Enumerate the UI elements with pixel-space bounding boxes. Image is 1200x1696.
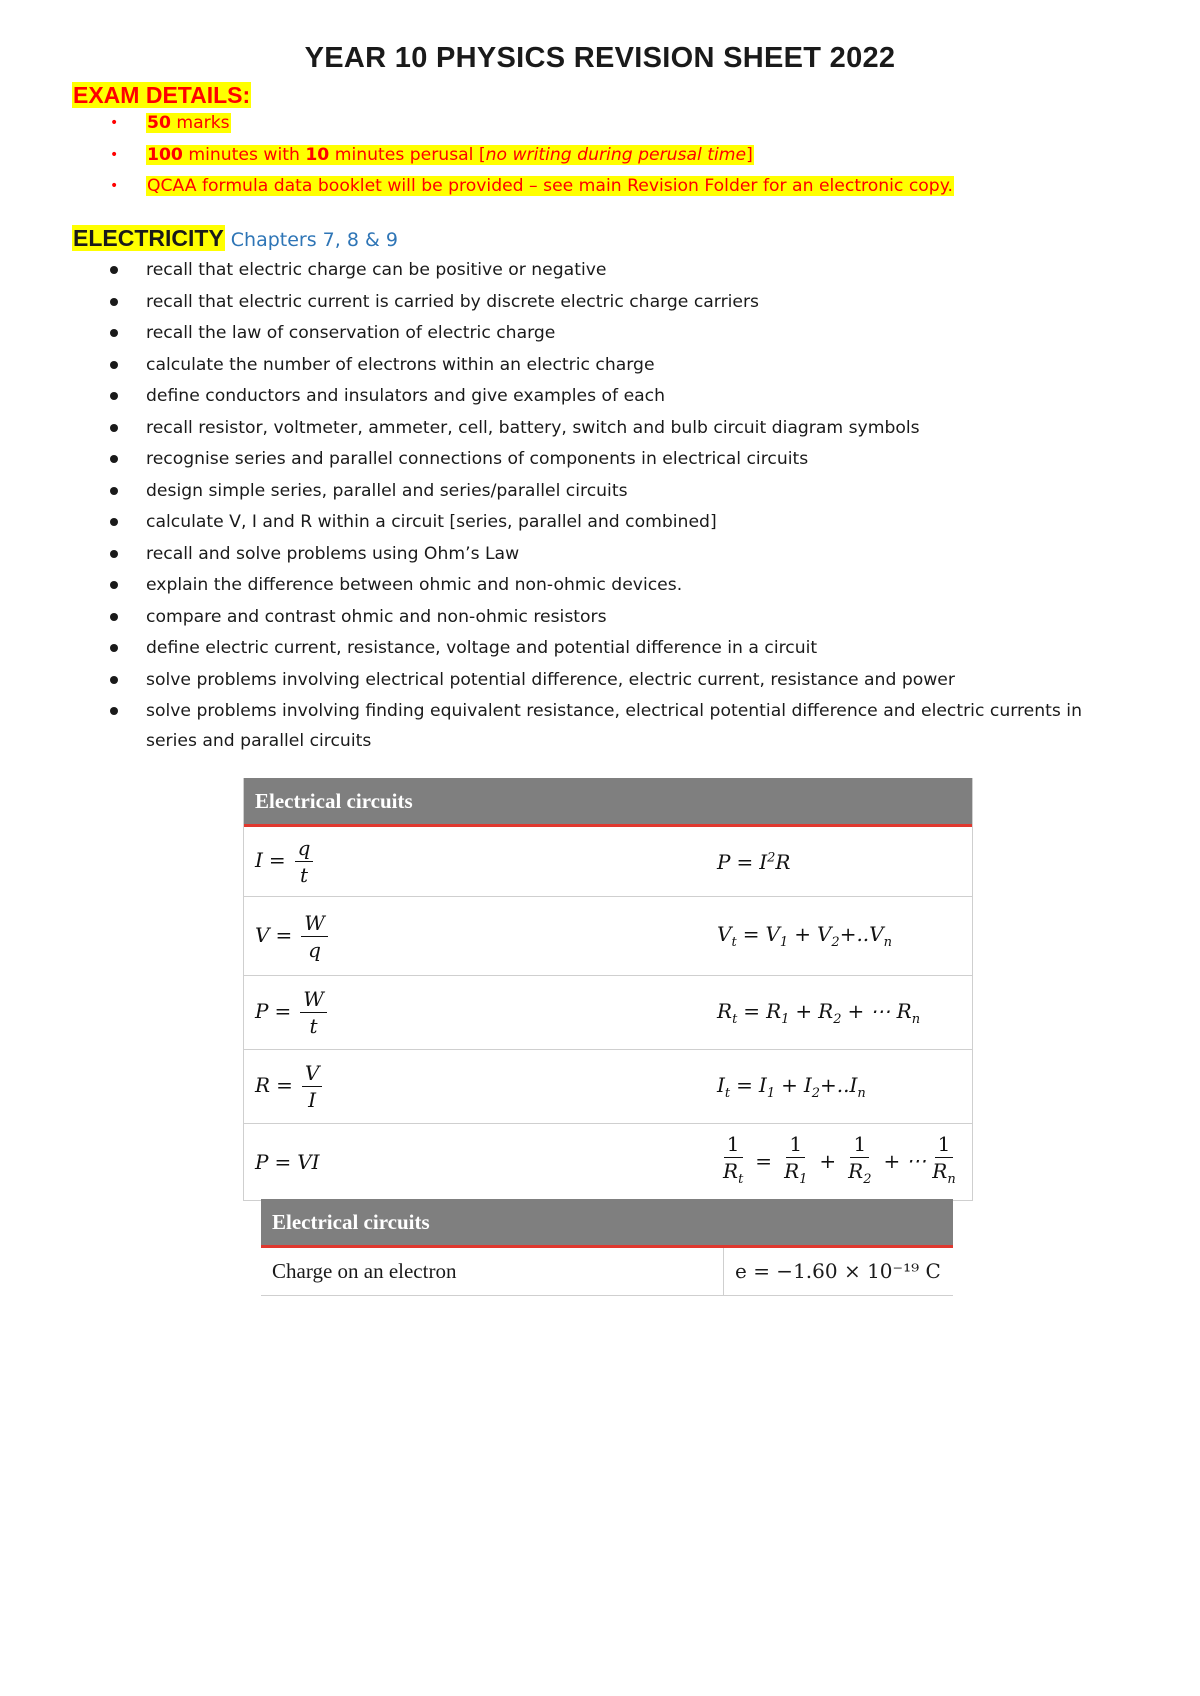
bullet-icon: •: [110, 178, 119, 194]
constant-table: [261, 1199, 953, 1296]
bullet-icon: [110, 676, 118, 684]
constant-table-header: Electrical circuits: [261, 1199, 953, 1248]
formula-power-wt: P = $\frac{W}{t}$: [255, 976, 330, 1049]
list-item-text: design simple series, parallel and series/parallel circuits: [146, 480, 628, 501]
page-title: YEAR 10 PHYSICS REVISION SHEET 2022: [304, 42, 896, 74]
list-item: [72, 539, 1152, 571]
table-row: [244, 827, 972, 897]
list-item: [72, 108, 1152, 140]
constant-label: Charge on an electron: [272, 1259, 457, 1283]
marks-count: 50: [147, 113, 171, 133]
exam-item-marks: [146, 113, 231, 133]
list-item-text: compare and contrast ohmic and non-ohmic resistors: [146, 606, 607, 627]
list-item: [72, 171, 1152, 203]
electricity-chapters: Chapters 7, 8 & 9: [230, 229, 398, 251]
bullet-icon: [110, 361, 118, 369]
list-item: [72, 696, 1152, 759]
list-item: [72, 570, 1152, 602]
list-item: [72, 444, 1152, 476]
bullet-icon: •: [110, 146, 119, 163]
table-row: [261, 1248, 953, 1296]
formula-parallel-resistance: $\frac{1}{R_t}$ = $\frac{1}{R_1}$ + $\frac{1}{R_2}$ + ⋯ $\frac{1}{R_n}$: [723, 1132, 956, 1187]
list-item-text-continued: series and parallel circuits: [146, 731, 372, 751]
list-item-text: define electric current, resistance, voltage and potential difference in a circuit: [146, 638, 818, 658]
column-divider: [723, 1248, 724, 1295]
exam-item-booklet: QCAA formula data booklet will be provided – see main Revision Folder for an electronic copy.: [147, 176, 953, 196]
marks-text: marks: [170, 113, 230, 133]
list-item-text: define conductors and insulators and give examples of each: [146, 386, 666, 406]
bullet-icon: [110, 424, 118, 432]
bullet-icon: •: [110, 115, 119, 131]
list-item-text: solve problems involving electrical potential difference, electric current, resistance and power: [146, 669, 955, 690]
bullet-icon: [110, 707, 118, 715]
table-row: [244, 976, 972, 1050]
bullet-icon: [110, 298, 118, 306]
bullet-icon: [110, 613, 118, 621]
formula-resistance: R = $\frac{V}{I}$: [255, 1050, 325, 1123]
list-item-text: recognise series and parallel connections of components in electrical circuits: [146, 449, 809, 469]
list-item: [72, 476, 1152, 508]
formula-voltage: V = $\frac{W}{q}$: [255, 897, 331, 975]
bullet-icon: [110, 487, 118, 495]
perusal-text: minutes perusal [: [329, 144, 486, 165]
bullet-icon: [110, 581, 118, 589]
list-item-text: recall that electric charge can be positive or negative: [146, 260, 607, 280]
list-item: [72, 413, 1152, 445]
exam-details-list: [72, 108, 1152, 203]
list-item: [72, 633, 1152, 665]
duration-minutes: 100: [147, 144, 183, 165]
list-item: [72, 287, 1152, 319]
formula-power-vi: P = VI: [255, 1150, 320, 1174]
list-item: [72, 140, 1152, 172]
list-item-text: recall that electric current is carried by discrete electric charge carriers: [146, 291, 759, 312]
exam-item-duration: [146, 145, 754, 165]
list-item: [72, 665, 1152, 697]
formula-series-resistance: $R_t = R_1 + R_2$ + ⋯ $R_n$: [717, 998, 921, 1027]
constant-value: e = −1.60 × 10⁻¹⁹ C: [735, 1259, 941, 1283]
bullet-icon: [110, 550, 118, 558]
exam-details-heading: [72, 81, 251, 109]
formula-parallel-current: $I_t = I_1 + I_2+..I_n$: [717, 1072, 866, 1101]
perusal-minutes: 10: [305, 144, 330, 165]
perusal-close: ]: [746, 144, 753, 165]
list-item: [72, 350, 1152, 382]
bullet-icon: [110, 518, 118, 526]
exam-details-heading-text: EXAM DETAILS:: [73, 82, 251, 108]
perusal-note: no writing during perusal time: [485, 144, 747, 165]
bullet-icon: [110, 392, 118, 400]
table-row: [244, 897, 972, 976]
electricity-heading-text: ELECTRICITY: [73, 225, 224, 251]
formula-series-voltage: $V_t = V_1 + V_2+..V_n$: [717, 922, 892, 950]
table-row: [244, 1124, 972, 1201]
list-item: [72, 602, 1152, 634]
list-item-text: calculate V, I and R within a circuit [series, parallel and combined]: [146, 512, 717, 532]
list-item: [72, 318, 1152, 350]
electricity-list: [72, 255, 1152, 759]
list-item-text: solve problems involving finding equivalent resistance, electrical potential difference and electric currents in: [146, 701, 1082, 721]
formula-table-header: Electrical circuits: [244, 778, 972, 827]
bullet-icon: [110, 455, 118, 463]
electricity-heading: [72, 224, 398, 254]
list-item-text: recall and solve problems using Ohm’s Law: [146, 543, 520, 564]
bullet-icon: [110, 329, 118, 337]
formula-power-i2r: $P = I^2R$: [717, 849, 791, 874]
formula-table: [243, 778, 973, 1201]
table-row: [244, 1050, 972, 1124]
list-item-text: recall resistor, voltmeter, ammeter, cell, battery, switch and bulb circuit diagram symbols: [146, 417, 920, 438]
list-item-text: calculate the number of electrons within an electric charge: [146, 354, 655, 375]
duration-text: minutes with: [182, 144, 306, 165]
list-item: [72, 381, 1152, 413]
bullet-icon: [110, 266, 118, 274]
list-item: [72, 507, 1152, 539]
formula-current: I = $\frac{q}{t}$: [255, 827, 316, 896]
list-item-text: explain the difference between ohmic and non-ohmic devices.: [146, 575, 683, 595]
list-item: [72, 255, 1152, 287]
bullet-icon: [110, 644, 118, 652]
list-item-text: recall the law of conservation of electric charge: [146, 323, 556, 343]
